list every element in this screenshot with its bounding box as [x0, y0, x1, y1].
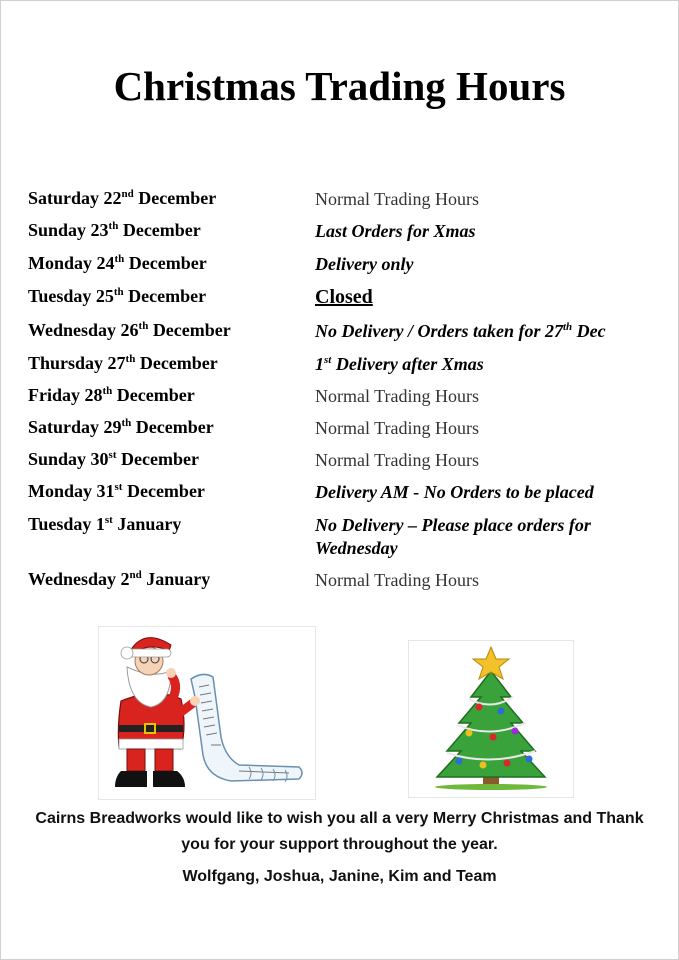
schedule-day [28, 417, 214, 438]
day-text: Saturday 29 [28, 417, 122, 437]
day-text: Wednesday 2 [28, 569, 130, 589]
month-text: December [133, 188, 217, 208]
day-text: Monday 31 [28, 481, 115, 501]
schedule-day [28, 449, 199, 470]
month-text: December [122, 481, 205, 501]
month-text: December [131, 417, 214, 437]
note-text: Normal Trading Hours [315, 418, 480, 438]
schedule-day [28, 320, 231, 341]
day-text: Sunday 30 [28, 449, 109, 469]
day-ordinal: st [108, 449, 117, 461]
note-ordinal: th [562, 321, 573, 333]
schedule-day [28, 286, 206, 307]
schedule-note [315, 320, 655, 343]
schedule-note [315, 220, 655, 243]
note-text: Normal Trading Hours [315, 450, 480, 470]
day-ordinal: th [113, 286, 124, 298]
schedule-note [315, 569, 655, 592]
day-ordinal: nd [121, 188, 134, 200]
note-text: Normal Trading Hours [315, 189, 480, 209]
day-ordinal: st [104, 514, 113, 526]
santa-reading-list-icon [99, 627, 315, 799]
day-text: Tuesday 25 [28, 286, 114, 306]
day-ordinal: st [114, 481, 123, 493]
schedule-day [28, 481, 205, 502]
note-text-suffix: Delivery after Xmas [331, 354, 484, 374]
month-text: December [148, 320, 231, 340]
day-text: Tuesday 1 [28, 514, 105, 534]
schedule-note [315, 514, 655, 560]
month-text: January [112, 514, 182, 534]
schedule-note [315, 353, 655, 376]
day-text: Saturday 22 [28, 188, 122, 208]
month-text: December [124, 253, 207, 273]
month-text: December [135, 353, 218, 373]
note-text: Normal Trading Hours [315, 386, 480, 406]
note-text: 1 [315, 354, 324, 374]
schedule-day [28, 569, 210, 590]
schedule-note [315, 385, 655, 408]
note-text: No Delivery / Orders taken for 27 [315, 321, 563, 341]
schedule-note [315, 449, 655, 472]
note-text-suffix: Dec [572, 321, 606, 341]
day-ordinal: nd [129, 569, 142, 581]
month-text: December [112, 385, 195, 405]
day-ordinal: th [102, 385, 113, 397]
schedule-day [28, 385, 195, 406]
month-text: December [118, 220, 201, 240]
day-ordinal: th [114, 253, 125, 265]
christmas-tree-icon [409, 641, 573, 797]
page-title: Christmas Trading Hours [113, 63, 566, 109]
tree-image [408, 640, 574, 798]
schedule-note [315, 286, 655, 309]
schedule-day [28, 353, 218, 374]
day-ordinal: th [138, 320, 149, 332]
month-text: December [116, 449, 199, 469]
holiday-message: Cairns Breadworks would like to wish you all a very Merry Christmas and Thank you for your support throughout the year. [35, 810, 644, 853]
day-text: Monday 24 [28, 253, 115, 273]
day-ordinal: th [125, 353, 136, 365]
note-text: Delivery only [315, 254, 414, 274]
day-ordinal: th [121, 417, 132, 429]
day-ordinal: th [108, 220, 119, 232]
schedule-note [315, 188, 655, 211]
signature: Wolfgang, Joshua, Janine, Kim and Team [182, 868, 497, 885]
month-text: December [123, 286, 207, 306]
schedule-day [28, 188, 216, 209]
month-text: January [141, 569, 211, 589]
day-text: Wednesday 26 [28, 320, 139, 340]
schedule-day [28, 253, 207, 274]
day-text: Thursday 27 [28, 353, 126, 373]
note-text: Delivery AM - No Orders to be placed [315, 482, 594, 502]
note-text: No Delivery – Please place orders for Wednesday [315, 515, 591, 558]
schedule-note [315, 481, 655, 504]
note-text: Normal Trading Hours [315, 570, 480, 590]
note-text: Closed [315, 286, 373, 308]
note-text: Last Orders for Xmas [315, 221, 476, 241]
day-text: Sunday 23 [28, 220, 109, 240]
day-text: Friday 28 [28, 385, 103, 405]
schedule-day [28, 514, 181, 535]
schedule-note [315, 253, 655, 276]
schedule-day [28, 220, 201, 241]
schedule-note [315, 417, 655, 440]
note-ordinal: st [324, 354, 332, 366]
santa-image [98, 626, 316, 800]
